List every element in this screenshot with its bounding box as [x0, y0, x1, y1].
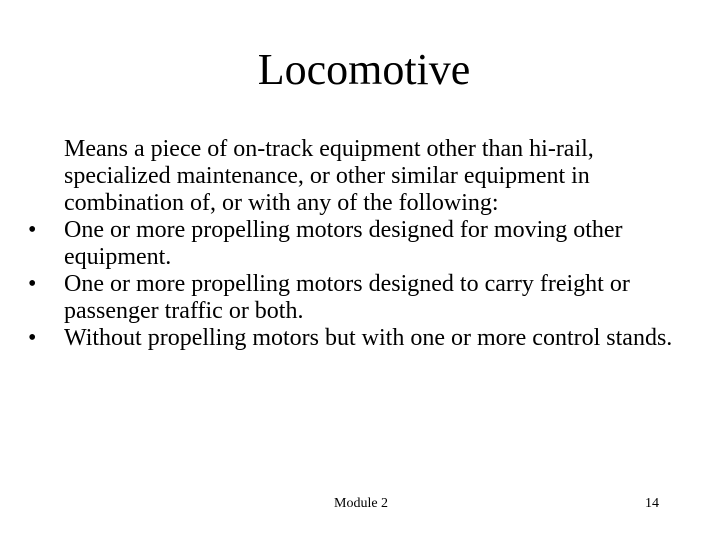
slide-title: Locomotive [257, 45, 471, 94]
list-item [25, 271, 705, 325]
bullet-icon: • [28, 217, 37, 243]
list-item [25, 217, 705, 271]
list-item [25, 136, 705, 217]
bullet-icon: • [28, 325, 37, 351]
list-item [25, 325, 705, 352]
bullet-icon: • [28, 271, 37, 297]
bullet-text: One or more propelling motors designed for moving other equipment. [64, 217, 623, 270]
definition-text: Means a piece of on-track equipment other than hi-rail, specialized maintenance, or other similar equipment in combination of, or with any of the following: [64, 136, 594, 216]
bullet-text: One or more propelling motors designed to carry freight or passenger traffic or both. [64, 271, 630, 324]
page-number: 14 [645, 496, 659, 511]
bullet-text: Without propelling motors but with one or more control stands. [64, 325, 673, 351]
body-list [25, 136, 705, 352]
footer-module-label: Module 2 [334, 496, 389, 511]
